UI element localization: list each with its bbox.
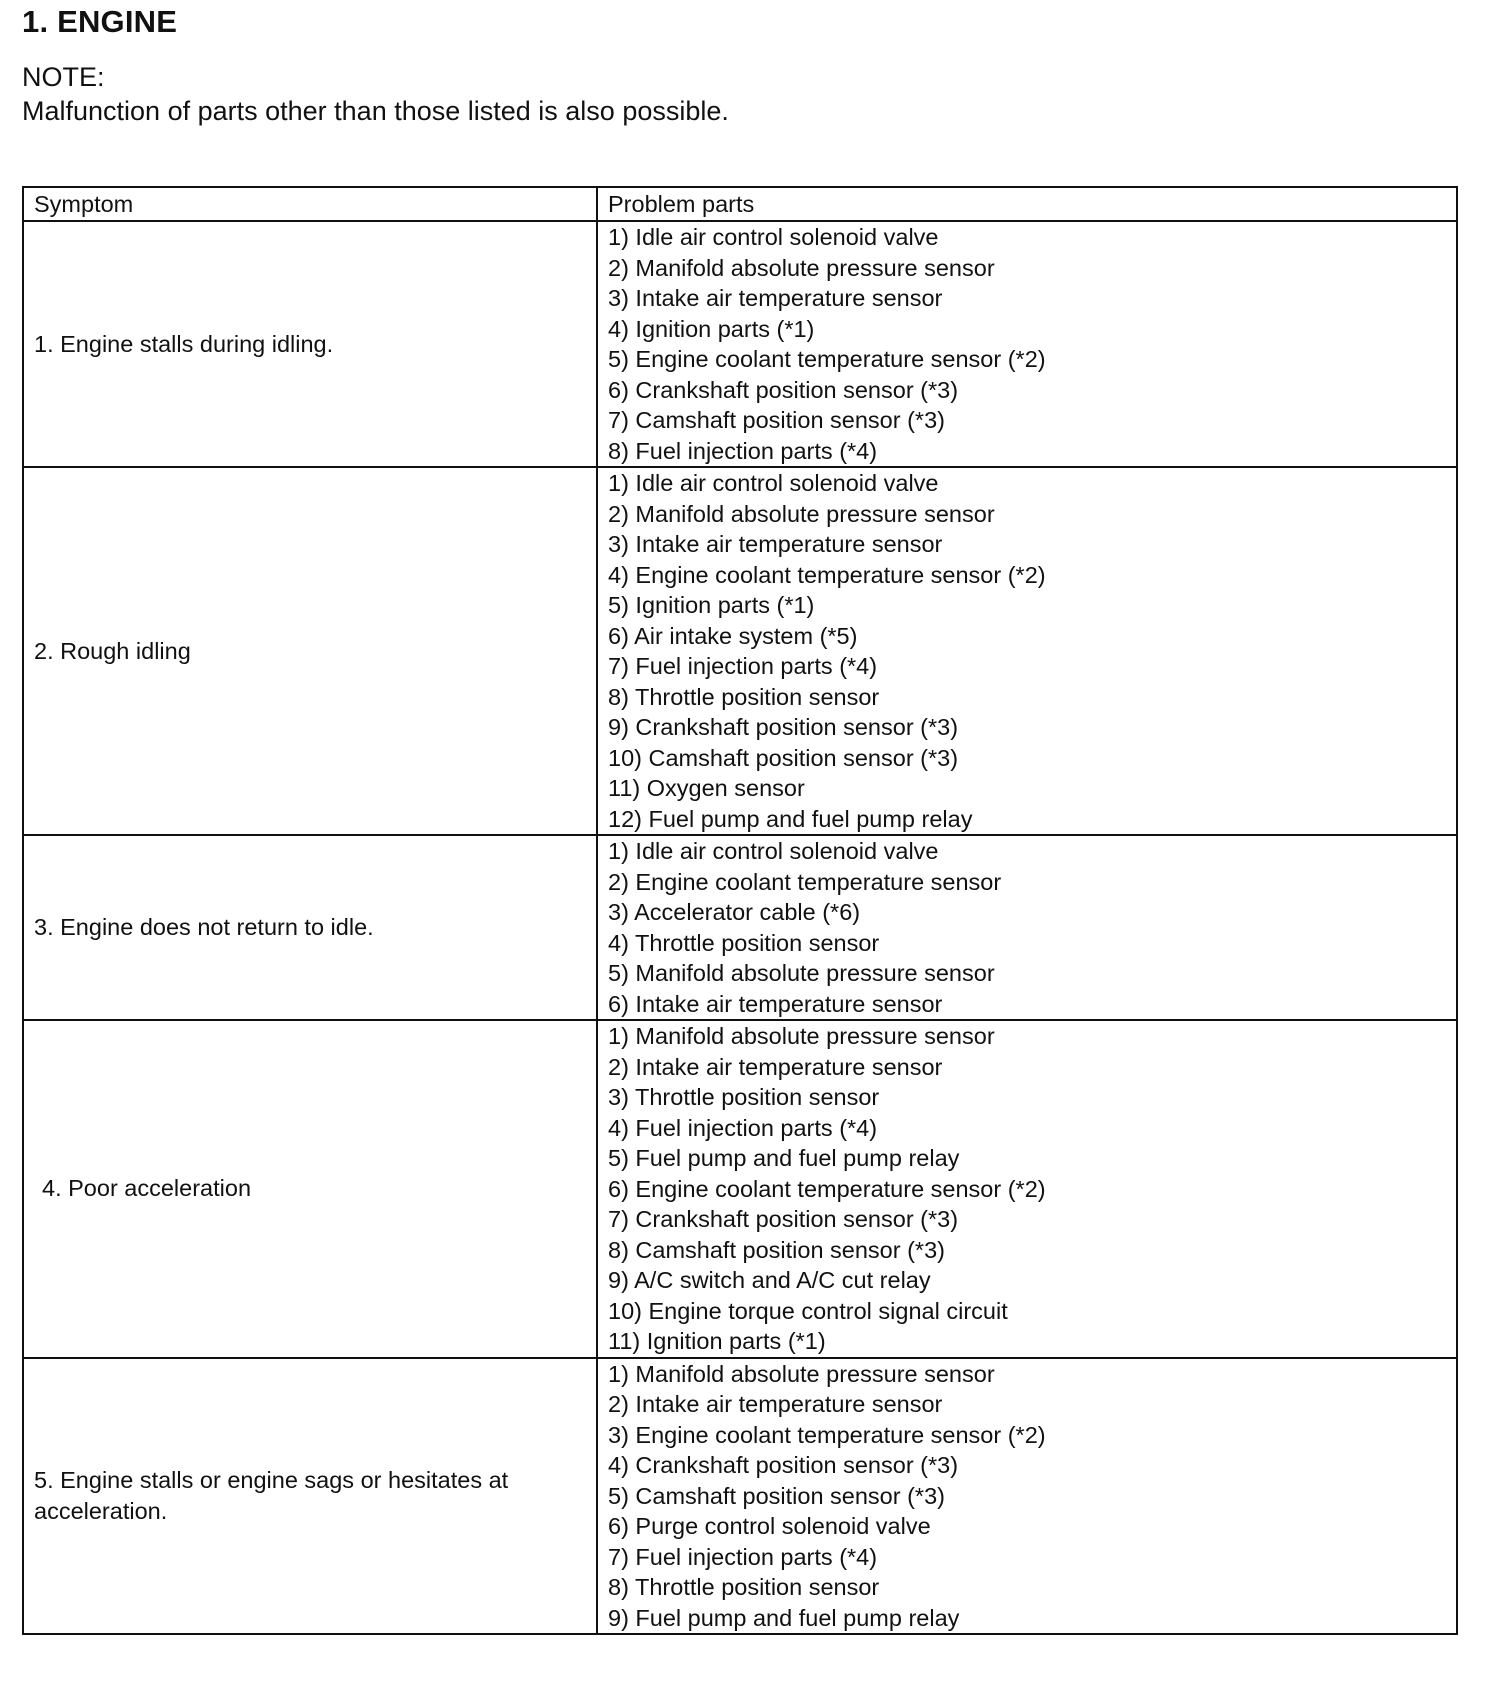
problem-part-item: 4) Fuel injection parts (*4) [608,1114,878,1141]
problem-part-item: 10) Engine torque control signal circuit [608,1297,1008,1324]
problem-part-item: 7) Fuel injection parts (*4) [608,653,878,679]
problem-part-item: 9) Fuel pump and fuel pump relay [608,1604,960,1631]
problem-parts-cell [597,1020,1457,1358]
problem-part-item: 4) Crankshaft position sensor (*3) [608,1452,959,1478]
problem-parts-cell [597,467,1457,835]
problem-part-item: 3) Intake air temperature sensor [608,531,943,557]
problem-part-item: 4) Ignition parts (*1) [608,315,815,342]
problem-parts-list [608,468,1456,834]
problem-part-item: 2) Manifold absolute pressure sensor [608,254,995,281]
note-text: Malfunction of parts other than those listed is also possible. [22,96,729,126]
problem-part-item: 3) Accelerator cable (*6) [608,899,861,925]
problem-part-item: 2) Intake air temperature sensor [608,1053,943,1080]
problem-part-item: 5) Manifold absolute pressure sensor [608,960,995,986]
problem-parts-list [608,836,1456,1019]
table-row [23,835,1457,1020]
section-title: 1. ENGINE [22,4,178,39]
problem-part-item: 4) Throttle position sensor [608,929,880,956]
problem-part-item: 6) Intake air temperature sensor [608,990,943,1017]
problem-part-item: 5) Ignition parts (*1) [608,592,815,618]
symptom-cell: 1. Engine stalls during idling. [23,221,597,467]
problem-part-item: 3) Throttle position sensor [608,1084,880,1110]
problem-parts-list [608,1359,1456,1634]
problem-part-item: 10) Camshaft position sensor (*3) [608,744,959,771]
problem-part-item: 8) Throttle position sensor [608,683,880,710]
problem-part-item: 12) Fuel pump and fuel pump relay [608,805,973,832]
note-label: NOTE: [22,62,105,92]
symptom-cell: 3. Engine does not return to idle. [23,835,597,1020]
problem-part-item: 8) Camshaft position sensor (*3) [608,1236,945,1263]
problem-part-item: 1) Idle air control solenoid valve [608,838,939,864]
symptom-cell: 4. Poor acceleration [23,1020,597,1358]
problem-part-item: 9) A/C switch and A/C cut relay [608,1267,931,1293]
problem-parts-cell [597,835,1457,1020]
problem-part-item: 2) Intake air temperature sensor [608,1391,943,1417]
problem-part-item: 1) Idle air control solenoid valve [608,470,939,496]
table-row [23,221,1457,467]
problem-part-item: 6) Purge control solenoid valve [608,1513,931,1539]
table-row [23,1358,1457,1635]
problem-parts-list [608,1021,1456,1357]
problem-part-item: 8) Throttle position sensor [608,1574,880,1600]
symptom-cell: 5. Engine stalls or engine sags or hesitates at acceleration. [23,1358,597,1635]
problem-part-item: 6) Crankshaft position sensor (*3) [608,376,959,403]
problem-part-item: 1) Manifold absolute pressure sensor [608,1360,995,1387]
problem-part-item: 1) Idle air control solenoid valve [608,224,939,250]
problem-part-item: 6) Engine coolant temperature sensor (*2) [608,1175,1046,1202]
problem-part-item: 3) Engine coolant temperature sensor (*2) [608,1421,1046,1448]
problem-part-item: 9) Crankshaft position sensor (*3) [608,714,959,740]
problem-part-item: 8) Fuel injection parts (*4) [608,437,878,464]
problem-parts-cell [597,221,1457,467]
problem-part-item: 2) Engine coolant temperature sensor [608,868,1002,895]
problem-part-item: 5) Fuel pump and fuel pump relay [608,1145,960,1171]
table-row [23,1020,1457,1358]
table-header-row [23,187,1457,221]
header-symptom: Symptom [23,187,597,221]
problem-part-item: 3) Intake air temperature sensor [608,285,943,311]
symptom-cell: 2. Rough idling [23,467,597,835]
header-problem-parts: Problem parts [597,187,1457,221]
problem-part-item: 5) Engine coolant temperature sensor (*2) [608,346,1046,372]
problem-part-item: 5) Camshaft position sensor (*3) [608,1482,945,1509]
problem-parts-cell [597,1358,1457,1635]
problem-part-item: 6) Air intake system (*5) [608,622,858,649]
problem-part-item: 7) Fuel injection parts (*4) [608,1543,878,1570]
symptom-table [22,186,1458,1635]
problem-part-item: 1) Manifold absolute pressure sensor [608,1023,995,1049]
problem-part-item: 11) Ignition parts (*1) [608,1328,826,1354]
problem-part-item: 4) Engine coolant temperature sensor (*2) [608,561,1046,588]
table-row [23,467,1457,835]
problem-part-item: 11) Oxygen sensor [608,775,805,801]
problem-parts-list [608,222,1456,466]
problem-part-item: 2) Manifold absolute pressure sensor [608,500,995,527]
problem-part-item: 7) Crankshaft position sensor (*3) [608,1206,959,1232]
problem-part-item: 7) Camshaft position sensor (*3) [608,407,945,433]
symptom-table-body [23,187,1457,1634]
